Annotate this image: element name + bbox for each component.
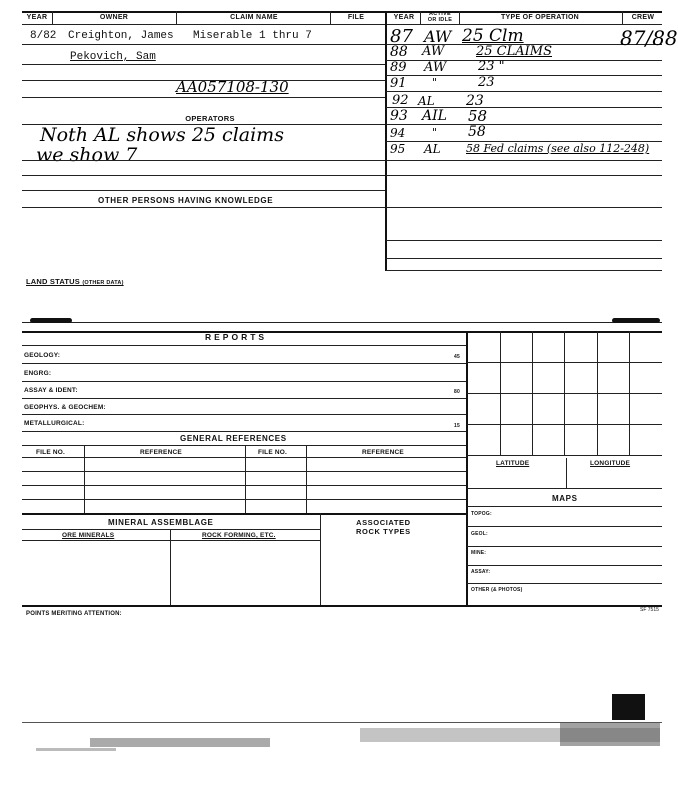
operators-label: OPERATORS — [185, 114, 235, 123]
general-references-title: GENERAL REFERENCES — [180, 434, 287, 443]
reports-top-border — [22, 331, 662, 333]
bottom-border — [22, 605, 662, 607]
activity-row-7-status: " — [432, 126, 438, 139]
points-meriting-attention-label: POINTS MERITING ATTENTION: — [26, 611, 122, 617]
activity-rule — [386, 258, 662, 259]
activity-row-1-status: AW — [424, 27, 452, 46]
header-divider — [330, 11, 331, 25]
gen-ref-rule — [22, 445, 466, 446]
grid-line — [467, 455, 662, 456]
reports-rule — [22, 431, 466, 432]
reports-rule — [22, 398, 466, 399]
operators-rule — [22, 190, 385, 191]
rock-types-label: ROCK TYPES — [356, 527, 411, 536]
reports-rule — [22, 363, 466, 364]
mineral-assemblage-title: MINERAL ASSEMBLAGE — [108, 518, 214, 527]
activity-rule — [386, 91, 662, 92]
land-status-sub: (OTHER DATA) — [82, 280, 124, 286]
gen-ref-rule — [22, 471, 466, 472]
activity-row-2-type: 25 CLAIMS — [476, 44, 552, 59]
report-metallurgical-num: 15 — [454, 423, 460, 429]
gen-ref-rule — [22, 485, 466, 486]
gen-ref-bottom — [22, 513, 466, 515]
operators-handwritten-line-2: we show 7 — [36, 144, 138, 166]
scan-mark-left — [30, 318, 72, 323]
reports-rule — [22, 345, 466, 346]
or-idle-label: OR IDLE — [427, 17, 453, 23]
col-year2-header: YEAR — [393, 14, 415, 21]
maps-title: MAPS — [552, 494, 578, 503]
header-divider — [622, 11, 623, 25]
owner-row-1-claim: Miserable 1 thru 7 — [193, 30, 312, 42]
header-divider — [52, 11, 53, 25]
maps-geol: GEOL: — [471, 531, 488, 537]
gen-ref-col-2: REFERENCE — [140, 449, 182, 456]
activity-rule — [386, 240, 662, 241]
activity-rule — [386, 175, 662, 176]
col-crew-header: CREW — [631, 14, 655, 21]
activity-row-5-year: 92 — [392, 93, 409, 108]
maps-rule — [467, 526, 662, 527]
maps-rule — [467, 565, 662, 566]
activity-row-3-type: 23 " — [478, 59, 505, 74]
owner-row-2-owner: Pekovich, Sam — [70, 51, 156, 63]
associated-label: ASSOCIATED — [356, 518, 411, 527]
col-owner-header: OWNER — [99, 14, 129, 21]
header-divider — [176, 11, 177, 25]
activity-row-8-status: AL — [424, 142, 441, 156]
active-label: ACTIVE — [429, 11, 451, 17]
gen-ref-divider — [245, 445, 246, 513]
activity-rule — [386, 124, 662, 125]
form-number: SF 7515 — [640, 607, 659, 613]
activity-rule — [386, 207, 662, 208]
col-year-header: YEAR — [26, 14, 48, 21]
col-file-header: FILE — [347, 14, 365, 21]
activity-row-8-type: 58 Fed claims (see also 112-248) — [466, 142, 650, 155]
col-active-idle-header — [422, 11, 458, 23]
activity-row-1-year: 87 — [390, 26, 413, 47]
land-status-label — [26, 277, 124, 286]
activity-row-4-year: 91 — [390, 76, 407, 91]
activity-row-6-year: 93 — [390, 108, 408, 124]
mineral-divider — [170, 529, 171, 605]
mineral-divider — [320, 513, 321, 605]
report-metallurgical-label: METALLURGICAL: — [24, 420, 85, 427]
col-claim-header: CLAIM NAME — [230, 14, 278, 21]
grid-line — [467, 362, 662, 363]
gen-ref-divider — [306, 445, 307, 513]
activity-row-3-year: 89 — [390, 60, 407, 75]
col-operation-header: TYPE OF OPERATION — [500, 14, 580, 21]
activity-row-1-type: 25 Clm — [462, 26, 524, 46]
crew-handwritten: 87/88 — [620, 26, 678, 50]
activity-row-5-type: 23 — [466, 93, 484, 109]
activity-row-8-year: 95 — [390, 142, 406, 156]
gen-ref-rule — [22, 457, 466, 458]
reports-rule — [22, 381, 466, 382]
maps-rule — [467, 583, 662, 584]
scan-noise — [36, 748, 116, 751]
mineral-rule — [22, 540, 320, 541]
reports-title: REPORTS — [205, 332, 268, 342]
scan-noise — [90, 738, 270, 747]
gen-ref-divider — [84, 445, 85, 513]
maps-rule — [467, 506, 662, 507]
activity-row-4-type: 23 — [478, 75, 495, 90]
grid-line — [467, 424, 662, 425]
scan-artifact-block — [612, 694, 645, 720]
other-persons-rule — [22, 207, 385, 208]
scan-noise — [560, 722, 660, 746]
owner-row-1-year: 8/82 — [30, 30, 57, 42]
reports-rule — [22, 414, 466, 415]
top-border — [22, 11, 662, 13]
report-assay-label: ASSAY & IDENT: — [24, 387, 78, 394]
report-engrg-label: ENGRG: — [24, 370, 52, 377]
report-assay-num: 80 — [454, 389, 460, 395]
header-bottom-rule — [22, 24, 662, 25]
header-divider — [459, 11, 460, 25]
scan-mark-right — [612, 318, 660, 323]
gen-ref-col-4: REFERENCE — [362, 449, 404, 456]
other-persons-label: OTHER PERSONS HAVING KNOWLEDGE — [98, 196, 274, 205]
grid-line — [467, 393, 662, 394]
activity-rule — [386, 160, 662, 161]
gen-ref-col-3: FILE NO. — [258, 449, 288, 456]
header-divider — [420, 11, 421, 25]
land-status-rule — [22, 322, 662, 323]
activity-rule — [386, 270, 662, 271]
activity-row-4-status: " — [432, 76, 438, 89]
land-status-title: LAND STATUS — [26, 277, 81, 286]
associated-rock-types — [356, 518, 411, 536]
operators-rule — [22, 175, 385, 176]
activity-row-6-status: AIL — [422, 108, 447, 124]
maps-rule — [467, 546, 662, 547]
activity-row-2-status: AW — [422, 44, 445, 59]
gen-ref-col-1: FILE NO. — [36, 449, 66, 456]
maps-assay: ASSAY: — [471, 569, 491, 575]
owner-row-rule — [22, 44, 385, 45]
operators-handwritten-line-1: Noth AL shows 25 claims — [40, 124, 284, 146]
longitude-label: LONGITUDE — [590, 460, 631, 467]
gen-ref-rule — [22, 499, 466, 500]
activity-row-7-year: 94 — [390, 126, 406, 140]
report-geophys-label: GEOPHYS. & GEOCHEM: — [24, 404, 106, 411]
activity-row-3-status: AW — [424, 60, 447, 75]
coord-divider — [566, 458, 567, 488]
operators-rule — [22, 160, 385, 161]
owner-row-rule — [22, 97, 385, 98]
maps-mine: MINE: — [471, 550, 487, 556]
rock-forming-label: ROCK FORMING, ETC. — [202, 532, 276, 539]
maps-top-rule — [467, 488, 662, 489]
activity-row-2-year: 88 — [390, 44, 408, 60]
owner-row-1-owner: Creighton, James — [68, 30, 174, 42]
maps-topog: TOPOG: — [471, 511, 492, 517]
activity-row-7-type: 58 — [468, 124, 486, 140]
maps-other: OTHER (& PHOTOS) — [471, 587, 523, 593]
activity-row-6-type: 58 — [468, 107, 488, 125]
activity-rule — [386, 75, 662, 76]
report-geology-label: GEOLOGY: — [24, 352, 61, 359]
activity-row-5-status: AL — [418, 94, 435, 108]
report-geology-num: 45 — [454, 354, 460, 360]
owner-row-rule — [22, 64, 385, 65]
mineral-rule — [22, 529, 320, 530]
ore-minerals-label: ORE MINERALS — [62, 532, 115, 539]
latitude-label: LATITUDE — [496, 460, 530, 467]
claim-number-handwritten: AA057108-130 — [176, 78, 289, 96]
